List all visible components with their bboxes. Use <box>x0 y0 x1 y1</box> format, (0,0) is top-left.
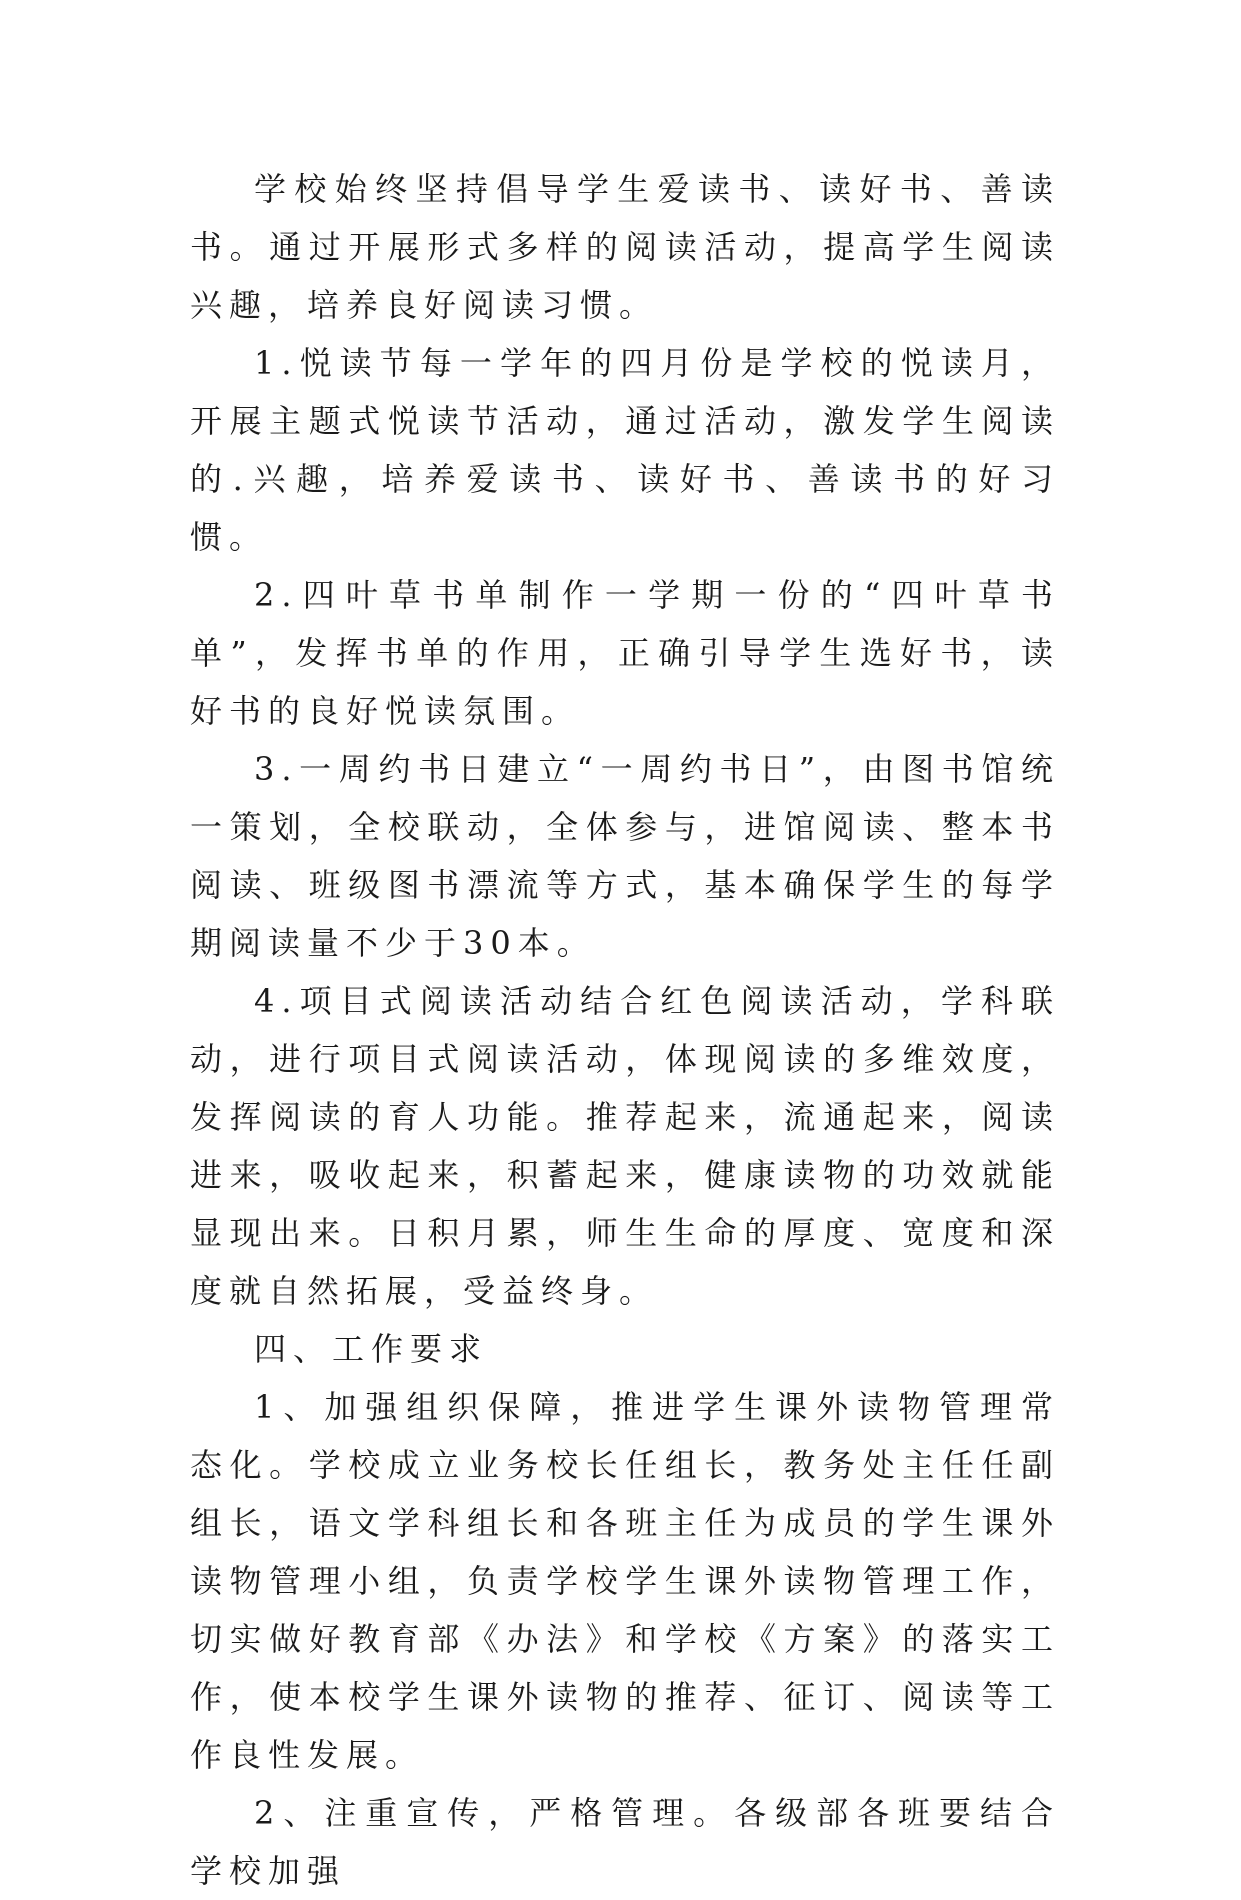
paragraph-requirement-2: 2、注重宣传，严格管理。各级部各班要结合学校加强 <box>190 1794 1060 1890</box>
paragraph-requirement-1: 1、加强组织保障，推进学生课外读物管理常态化。学校成立业务校长任组长，教务处主任任副组长，语文学科组长和各班主任为成员的学生课外读物管理小组，负责学校学生课外读物管理工作，切实做好教育部《办法》和学校《方案》的落实工作，使本校学生课外读物的推荐、征订、阅读等工作良性发展。 <box>190 1388 1060 1774</box>
paragraph-item-4: 4.项目式阅读活动结合红色阅读活动，学科联动，进行项目式阅读活动，体现阅读的多维效度，发挥阅读的育人功能。推荐起来，流通起来，阅读进来，吸收起来，积蓄起来，健康读物的功效就能显现出来。日积月累，师生生命的厚度、宽度和深度就自然拓展，受益终身。 <box>190 982 1060 1310</box>
paragraph-item-2: 2.四叶草书单制作一学期一份的“四叶草书单”，发挥书单的作用，正确引导学生选好书，读好书的良好悦读氛围。 <box>190 576 1060 730</box>
paragraph-item-3: 3.一周约书日建立“一周约书日”，由图书馆统一策划，全校联动，全体参与，进馆阅读、整本书阅读、班级图书漂流等方式，基本确保学生的每学期阅读量不少于30本。 <box>190 750 1060 962</box>
document-body <box>190 160 1060 1900</box>
paragraph-intro: 学校始终坚持倡导学生爱读书、读好书、善读书。通过开展形式多样的阅读活动，提高学生阅读兴趣，培养良好阅读习惯。 <box>190 170 1060 324</box>
section-heading: 四、工作要求 <box>254 1330 489 1368</box>
paragraph-item-1: 1.悦读节每一学年的四月份是学校的悦读月，开展主题式悦读节活动，通过活动，激发学生阅读的.兴趣，培养爱读书、读好书、善读书的好习惯。 <box>190 344 1060 556</box>
